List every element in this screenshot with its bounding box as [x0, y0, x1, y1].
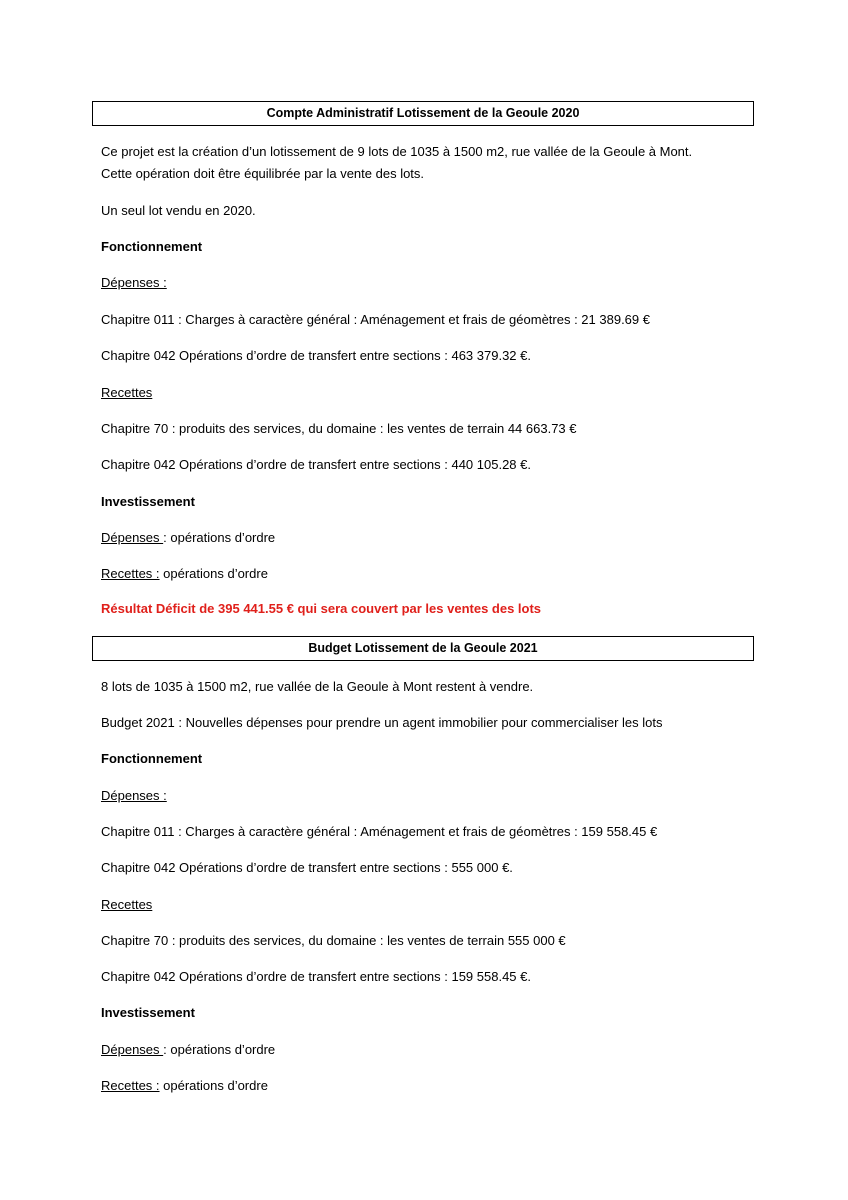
- section2-inv-dep-label: Dépenses: [101, 1042, 164, 1057]
- section2-inv-recettes: [101, 1077, 268, 1095]
- section2-inv-rec-label: Recettes :: [101, 1078, 160, 1093]
- section1-rec-chap70: Chapitre 70 : produits des services, du domaine : les ventes de terrain 44 663.73 €: [101, 421, 577, 436]
- section1-inv-dep-label: Dépenses: [101, 530, 164, 545]
- section1-result: Résultat Déficit de 395 441.55 € qui sera couvert par les ventes des lots: [101, 601, 542, 616]
- section2-inv-rec-text: opérations d’ordre: [159, 1078, 268, 1093]
- section2-investissement-heading: Investissement: [101, 1005, 195, 1020]
- section2-rec-chap70: Chapitre 70 : produits des services, du domaine : les ventes de terrain 555 000 €: [101, 933, 566, 948]
- section2-inv-dep-text: : opérations d’ordre: [163, 1042, 276, 1057]
- section2-dep-chap042: Chapitre 042 Opérations d’ordre de transfert entre sections : 555 000 €.: [101, 860, 513, 875]
- section1-investissement-heading: Investissement: [101, 494, 195, 509]
- section1-fonctionnement-heading: Fonctionnement: [101, 239, 203, 254]
- section2-rec-chap042: Chapitre 042 Opérations d’ordre de transfert entre sections : 159 558.45 €.: [101, 969, 531, 984]
- section1-inv-dep-text: : opérations d’ordre: [163, 530, 276, 545]
- section2-budget-note: Budget 2021 : Nouvelles dépenses pour prendre un agent immobilier pour commercialiser les lots: [101, 715, 663, 730]
- section1-intro-line2: Cette opération doit être équilibrée par la vente des lots.: [101, 166, 425, 181]
- section2-intro: 8 lots de 1035 à 1500 m2, rue vallée de la Geoule à Mont restent à vendre.: [101, 679, 534, 694]
- section2-recettes-label: Recettes: [101, 897, 153, 912]
- section2-dep-chap011: Chapitre 011 : Charges à caractère général : Aménagement et frais de géomètres : 159 558.45 €: [101, 824, 658, 839]
- section2-fonctionnement-heading: Fonctionnement: [101, 751, 203, 766]
- section2-inv-depenses: [101, 1041, 275, 1059]
- section1-recettes-label: Recettes: [101, 385, 153, 400]
- section1-dep-chap011: Chapitre 011 : Charges à caractère général : Aménagement et frais de géomètres : 21 389.69 €: [101, 312, 650, 327]
- section1-depenses-label: Dépenses :: [101, 275, 167, 290]
- section2-depenses-label: Dépenses :: [101, 788, 167, 803]
- section1-rec-chap042: Chapitre 042 Opérations d’ordre de transfert entre sections : 440 105.28 €.: [101, 457, 531, 472]
- section1-dep-chap042: Chapitre 042 Opérations d’ordre de transfert entre sections : 463 379.32 €.: [101, 348, 531, 363]
- section1-inv-depenses: [101, 529, 275, 547]
- section1-inv-rec-label: Recettes :: [101, 566, 160, 581]
- section1-note: Un seul lot vendu en 2020.: [101, 203, 256, 218]
- section1-inv-recettes: [101, 565, 268, 583]
- section2-title: Budget Lotissement de la Geoule 2021: [92, 636, 754, 661]
- section1-title: Compte Administratif Lotissement de la Geoule 2020: [92, 101, 754, 126]
- section1-inv-rec-text: opérations d’ordre: [159, 566, 268, 581]
- section1-intro-line1: Ce projet est la création d’un lotissement de 9 lots de 1035 à 1500 m2, rue vallée de la Geoule à Mont.: [101, 144, 693, 159]
